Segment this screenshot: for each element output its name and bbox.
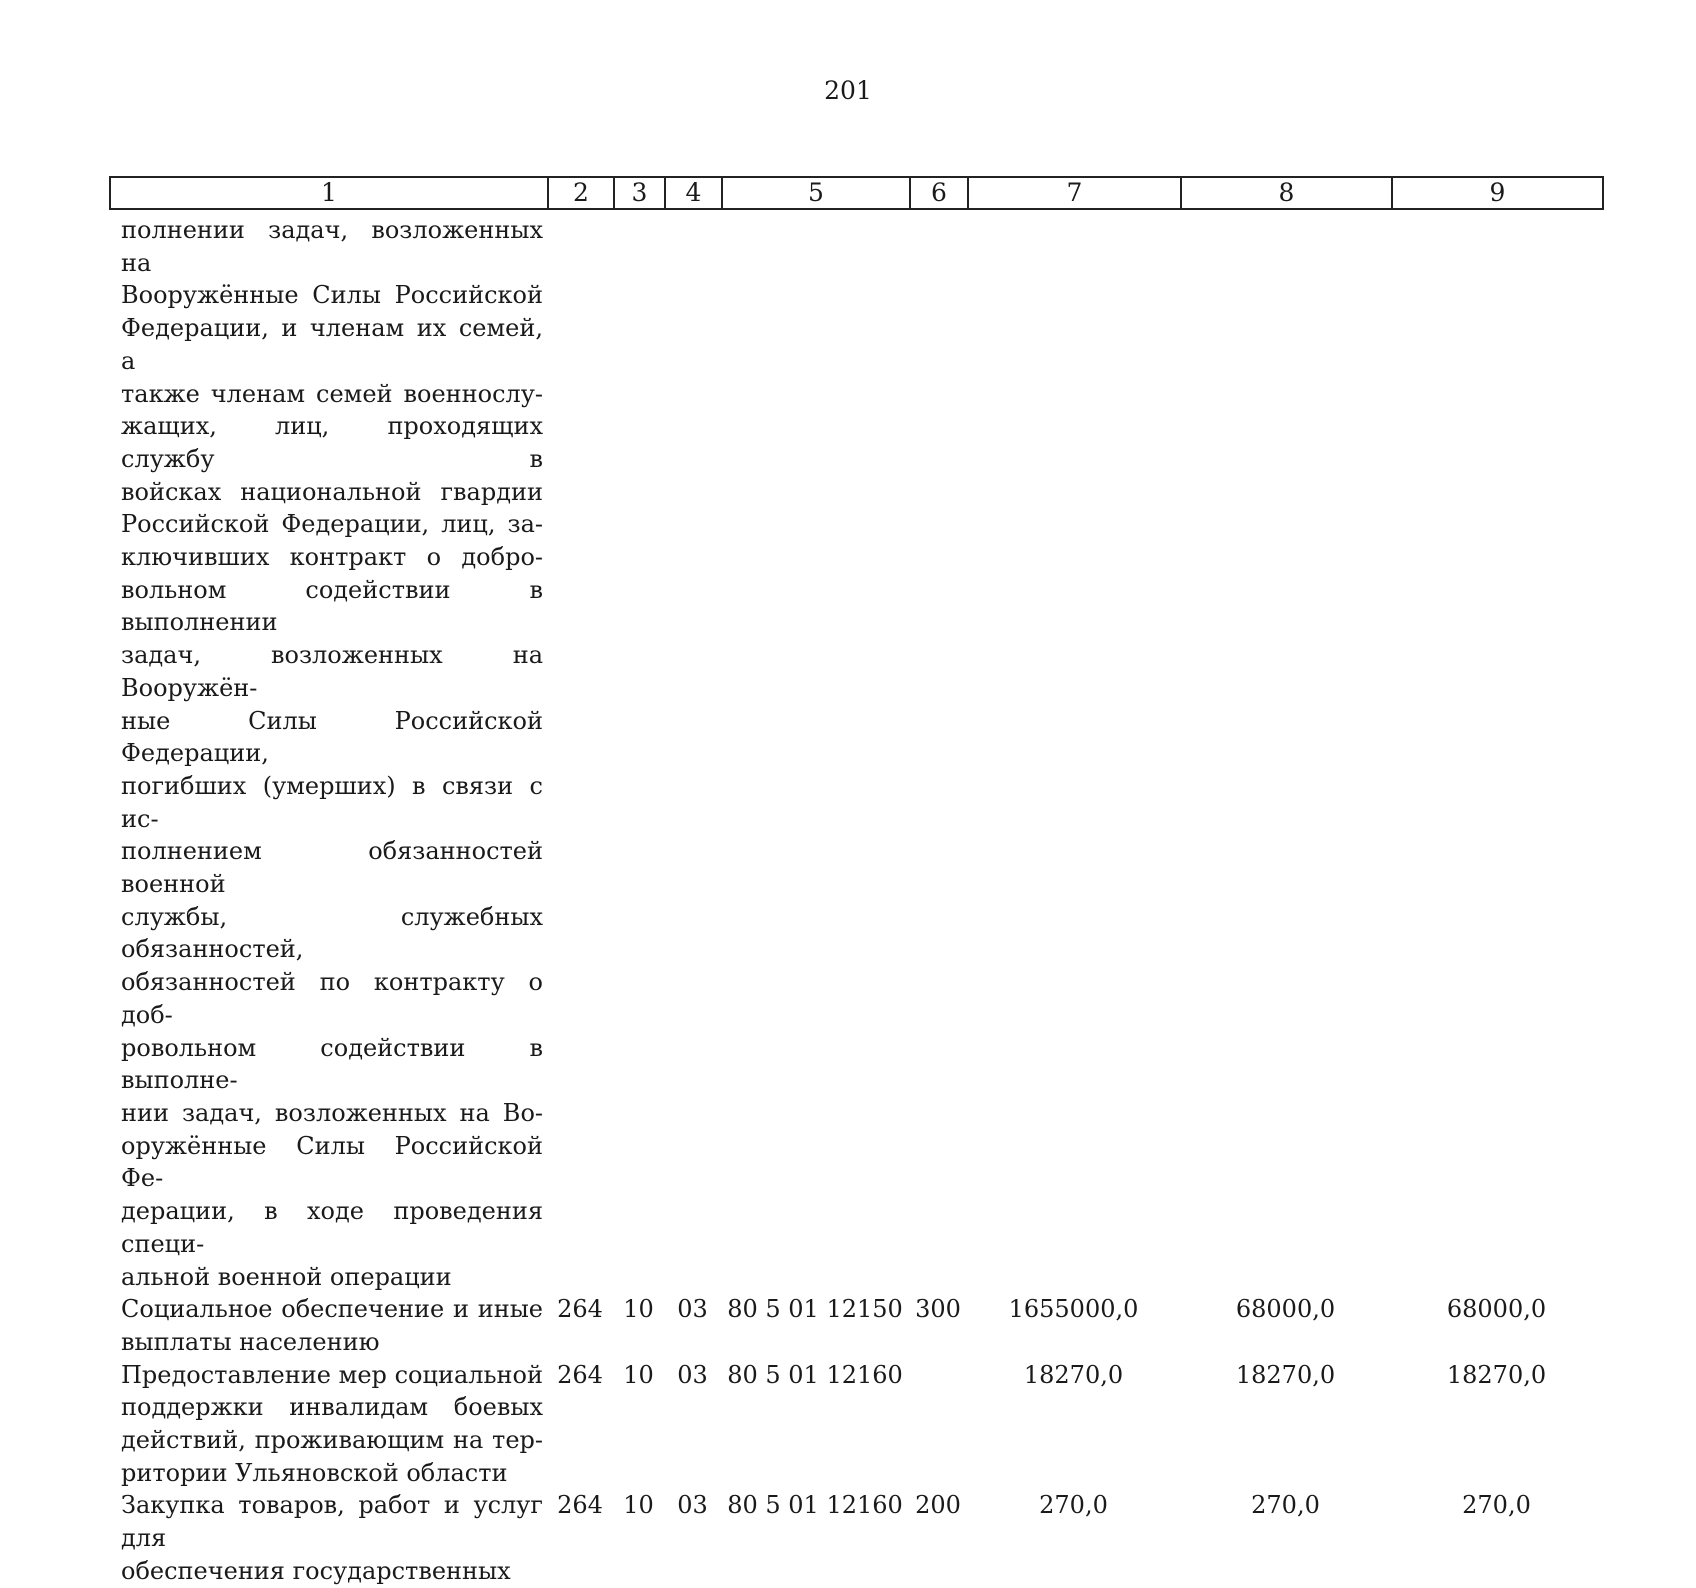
table-row-continuation <box>109 214 1602 1293</box>
row-cell-c5: 80 5 01 12160 <box>727 1491 903 1520</box>
text-line: действий, проживающим на тер- <box>121 1426 543 1455</box>
text-line: обеспечения государственных <box>121 1556 511 1585</box>
row-cell-c8: 68000,0 <box>1235 1295 1336 1324</box>
text-line: дерации, в ходе проведения специ- <box>121 1197 543 1258</box>
header-col-1: 1 <box>110 177 548 209</box>
row-cell-c8: 18270,0 <box>1235 1360 1336 1389</box>
text-line: службы, служебных обязанностей, <box>121 902 543 964</box>
header-col-5: 5 <box>722 177 910 209</box>
text-line: жащих, лиц, проходящих службу в <box>121 412 543 473</box>
table-body <box>109 214 1602 1588</box>
header-col-9: 9 <box>1392 177 1603 209</box>
row-cell-c4: 03 <box>677 1295 708 1324</box>
text-line: также членам семей военнослу- <box>121 379 543 408</box>
text-line: Закупка товаров, работ и услуг для <box>121 1491 543 1553</box>
row-cell-c5: 80 5 01 12150 <box>727 1295 903 1324</box>
text-line: полнением обязанностей военной <box>121 837 543 899</box>
row-cell-c5: 80 5 01 12160 <box>727 1360 903 1389</box>
text-line: задач, возложенных на Вооружён- <box>121 641 543 702</box>
header-col-2: 2 <box>548 177 614 209</box>
row-cell-c7: 270,0 <box>1039 1491 1108 1520</box>
row-cell-c2: 264 <box>557 1295 603 1324</box>
header-col-8: 8 <box>1181 177 1392 209</box>
text-line: обязанностей по контракту о доб- <box>121 968 543 1029</box>
row-name <box>109 1359 547 1490</box>
text-line: Социальное обеспечение и иные <box>121 1295 543 1324</box>
row-cell-c9: 68000,0 <box>1446 1295 1547 1324</box>
row-cell-c4: 03 <box>677 1491 708 1520</box>
row-cell-c6: 200 <box>915 1491 961 1520</box>
text-line: Вооружённые Силы Российской <box>121 281 543 310</box>
table-row <box>109 1489 1602 1587</box>
page-number: 201 <box>824 76 872 105</box>
text-line: ключивших контракт о добро- <box>121 543 543 572</box>
continuation-text <box>109 214 547 1293</box>
row-cell-c3: 10 <box>623 1491 654 1520</box>
header-col-3: 3 <box>614 177 665 209</box>
text-line: Предоставление мер социальной <box>121 1360 543 1389</box>
row-cell-c2: 264 <box>557 1491 603 1520</box>
row-name <box>109 1293 547 1358</box>
text-line: войсках национальной гвардии <box>121 477 543 506</box>
row-cell-c9: 270,0 <box>1462 1491 1531 1520</box>
table-row <box>109 1359 1602 1490</box>
row-cell-c6: 300 <box>915 1295 961 1324</box>
text-line: оружённые Силы Российской Фе- <box>121 1131 543 1193</box>
row-cell-c8: 270,0 <box>1251 1491 1320 1520</box>
column-number-header <box>109 176 1604 210</box>
row-cell-c7: 18270,0 <box>1023 1360 1124 1389</box>
row-cell-c3: 10 <box>623 1295 654 1324</box>
text-line: полнении задач, возложенных на <box>121 216 543 277</box>
text-line: выплаты населению <box>121 1327 380 1356</box>
text-line: ритории Ульяновской области <box>121 1458 508 1487</box>
text-line: Федерации, и членам их семей, а <box>121 314 543 375</box>
text-line: ровольном содействии в выполне- <box>121 1033 543 1095</box>
header-col-7: 7 <box>968 177 1181 209</box>
text-line: вольном содействии в выполнении <box>121 575 543 637</box>
table-row <box>109 1293 1602 1358</box>
text-line: Российской Федерации, лиц, за- <box>121 510 543 539</box>
row-cell-c9: 18270,0 <box>1446 1360 1547 1389</box>
header-col-6: 6 <box>910 177 968 209</box>
row-cell-c3: 10 <box>623 1360 654 1389</box>
header-col-4: 4 <box>665 177 722 209</box>
text-line: альной военной операции <box>121 1262 452 1291</box>
text-line: нии задач, возложенных на Во- <box>121 1098 543 1127</box>
row-cell-c2: 264 <box>557 1360 603 1389</box>
text-line: поддержки инвалидам боевых <box>121 1393 543 1422</box>
row-cell-c7: 1655000,0 <box>1008 1295 1139 1324</box>
text-line: погибших (умерших) в связи с ис- <box>121 771 543 833</box>
row-cell-c4: 03 <box>677 1360 708 1389</box>
text-line: ные Силы Российской Федерации, <box>121 706 543 768</box>
row-name <box>109 1489 547 1587</box>
